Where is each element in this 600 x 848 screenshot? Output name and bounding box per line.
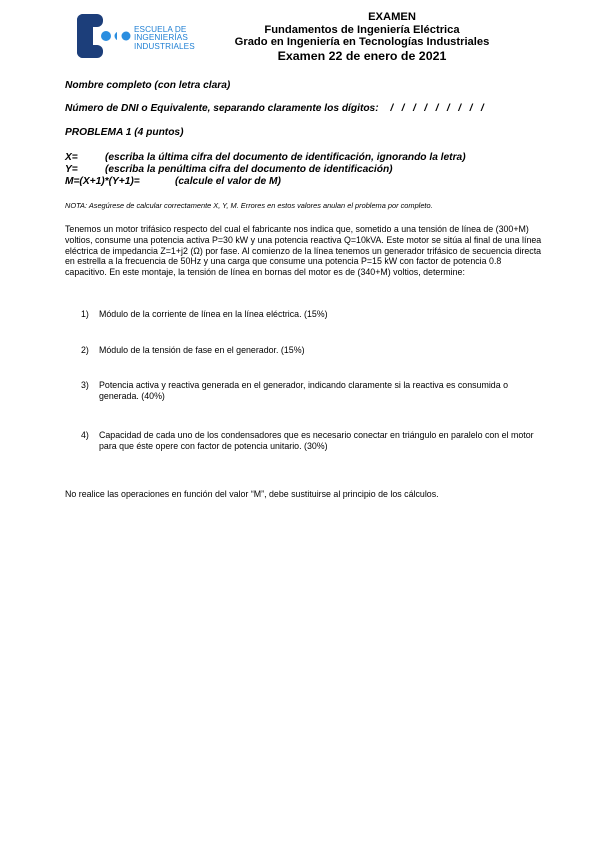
x-text: (escriba la última cifra del documento de identificación, ignorando la letra) — [105, 152, 466, 163]
x-label: X= — [65, 152, 78, 163]
question-number: 3) — [81, 380, 89, 390]
y-line — [65, 164, 393, 176]
dni-row — [65, 103, 484, 114]
degree-title: Grado en Ingeniería en Tecnologías Industriales — [234, 36, 490, 48]
question-text: Potencia activa y reactiva generada en el generador, indicando claramente si la reactiva es consumida o generada. (40%) — [99, 380, 509, 401]
logo-line-1: ESCUELA DE — [134, 25, 187, 34]
problem-statement: Tenemos un motor trifásico respecto del cual el fabricante nos indica que, sometido a una tensión de línea de (300+M) voltios, consume una potencia activa P=30 kW y una potencia reactiva Q=10kVA. Este motor se sitúa al final de una línea eléctrica de impedancia Z=1+j2 (Ω) por fase. Al comienzo de la línea tenemos un generador trifásico de secuencia directa en estrella a la frecuencia de 50Hz y una carga que consume una potencia P=15 kW con factor de potencia 0.8 capacitivo. En este montaje, la tensión de línea en bornas del motor es de (340+M) voltios, determine: — [65, 224, 542, 278]
question-number: 4) — [81, 430, 89, 440]
question-text: Módulo de la corriente de línea en la línea eléctrica. (15%) — [99, 309, 328, 319]
logo-line-2: INGENIERÍAS — [134, 33, 188, 43]
y-text: (escriba la penúltima cifra del documento de identificación) — [105, 164, 393, 175]
x-line — [65, 152, 466, 164]
m-label: M=(X+1)*(Y+1)= — [65, 176, 140, 187]
school-logo-text — [134, 26, 195, 51]
logo-line-3: INDUSTRIALES — [134, 41, 195, 51]
question-number: 2) — [81, 345, 89, 355]
name-label: Nombre completo (con letra clara) — [65, 80, 231, 91]
m-text: (calcule el valor de M) — [175, 176, 281, 187]
school-logo — [77, 14, 207, 60]
question-number: 1) — [81, 309, 89, 319]
dni-slashes: / / / / / / / / / — [390, 103, 484, 114]
footer-note: No realice las operaciones en función del valor “M”, debe sustituirse al principio de los cálculos. — [65, 489, 439, 499]
logo-dot-icon — [117, 31, 131, 41]
exam-date: Examen 22 de enero de 2021 — [277, 48, 447, 63]
note-text: NOTA: Asegúrese de calcular correctamente X, Y, M. Errores en estos valores anulan el problema por completo. — [65, 201, 433, 210]
dni-label: Número de DNI o Equivalente, separando claramente los dígitos: — [65, 103, 379, 114]
m-line — [65, 176, 281, 188]
y-label: Y= — [65, 164, 78, 175]
question-text: Capacidad de cada uno de los condensadores que es necesario conectar en triángulo en paralelo con el motor para que éste opere con factor de potencia unitario. (30%) — [99, 430, 534, 451]
question-text: Módulo de la tensión de fase en el generador. (15%) — [99, 345, 305, 355]
problem-title: PROBLEMA 1 (4 puntos) — [65, 127, 184, 138]
school-logo-mark — [77, 14, 117, 58]
exam-header — [212, 11, 512, 63]
subject-title: Fundamentos de Ingeniería Eléctrica — [264, 23, 460, 36]
exam-title: EXAMEN — [368, 11, 416, 23]
